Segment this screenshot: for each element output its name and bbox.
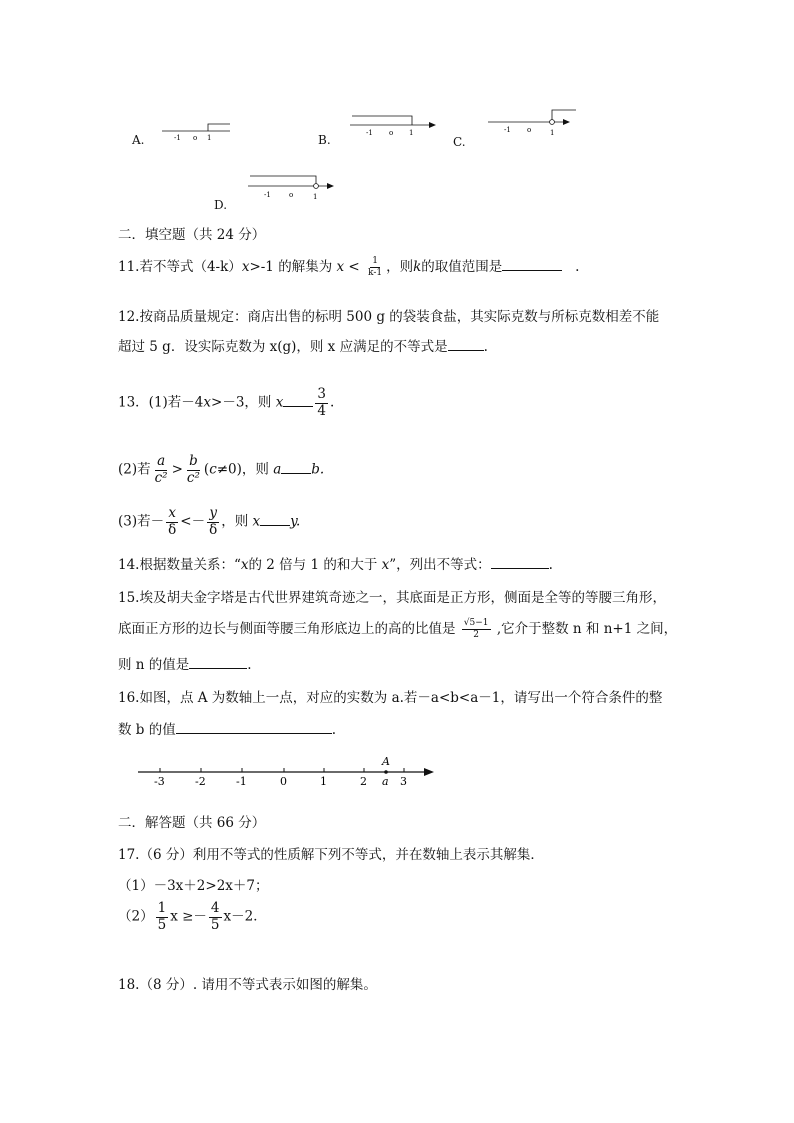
question-13-part-1: 13．(1)若－4x>－3，则 x $\frac{3}{4}$ . [118,386,335,419]
option-c-tick-neg1: -1 [504,126,511,134]
q16-tick-3: 3 [400,775,407,788]
option-d-label: D. [214,198,228,212]
question-12-line-2: 超过 5 g．设实际克数为 x(g)，则 x 应满足的不等式是 . [118,339,488,355]
q13-1-answer-blank[interactable] [283,394,313,407]
option-c-label: C. [453,135,466,149]
question-15-line-3: 则 n 的值是 . [118,657,252,673]
q17-fraction-a: $\frac{1}{5}$ [157,900,167,933]
q16-tick-2: 2 [360,775,367,788]
q16-tick-0: 0 [280,775,287,788]
question-15-line-1: 15.埃及胡夫金字塔是古代世界建筑奇迹之一，其底面是正方形，侧面是全等的等腰三角形， [118,590,666,606]
q16-answer-blank[interactable] [176,721,332,734]
q16-tick-neg1: -1 [236,775,247,788]
question-17-part-1: （1）－3x＋2>2x＋7； [118,878,269,894]
question-13-part-2: (2)若 $\frac{a}{\text{c²}}$ > $\frac{b}{\text{c²}}$ (c≠0)，则 a b. [118,453,325,486]
option-d-tick-1: 1 [313,193,318,201]
option-b-tick-0: o [389,129,394,137]
q13-2-fraction-a: $\frac{a}{\text{c²}}$ [154,453,168,486]
question-18: 18.（8 分）. 请用不等式表示如图的解集。 [118,977,377,993]
option-a-tick-neg1: -1 [174,134,181,142]
option-d-tick-0: o [289,191,294,199]
q16-number-line [136,752,438,790]
q11-answer-blank[interactable] [502,258,562,271]
q17-fraction-b: $\frac{4}{5}$ [210,900,220,933]
question-17-title: 17.（6 分）利用不等式的性质解下列不等式，并在数轴上表示其解集． [118,847,544,863]
q13-3-fraction-b: $\frac{y}{\delta}$ [209,505,218,538]
q16-tick-neg2: -2 [195,775,206,788]
option-a-number-line [160,120,240,144]
q13-3-answer-blank[interactable] [260,513,290,526]
q13-1-fraction: $\frac{3}{4}$ [317,386,326,419]
option-d-number-line [246,172,338,202]
option-d-tick-neg1: -1 [264,191,271,199]
question-11: 11.若不等式（4-k）x>-1 的解集为 x < $\frac{1}{k-1}$ ，则k的取值范围是 . [118,256,580,278]
q15-answer-blank[interactable] [189,656,247,669]
option-a-label: A. [132,133,145,147]
option-b-number-line [348,112,440,138]
section-answer-heading: 二．解答题（共 66 分） [118,815,266,831]
q13-2-fraction-b: $\frac{b}{\text{c²}}$ [186,453,200,486]
question-13-part-3: (3)若－ $\frac{x}{\delta}$ <－ $\frac{y}{\delta}$ ，则 x y. [118,505,301,538]
option-b-label: B. [318,133,331,147]
q11-fraction: $\frac{1}{k-1}$ [368,256,383,278]
question-16-line-2: 数 b 的值 . [118,722,337,738]
option-a-tick-0: o [193,134,198,142]
option-b-tick-1: 1 [409,129,414,137]
q16-point-var: a [382,775,389,788]
option-a-tick-1: 1 [207,134,212,142]
q15-fraction: $\frac{√5-1}{2}$ [463,618,489,640]
q14-answer-blank[interactable] [491,556,549,569]
question-12-line-1: 12.按商品质量规定：商店出售的标明 500 g 的袋装食盐，其实际克数与所标克数相差不能 [118,309,660,325]
option-c-tick-0: o [527,126,532,134]
section-fill-blank-heading: 二．填空题（共 24 分） [118,227,266,243]
q16-tick-1: 1 [320,775,327,788]
q13-3-fraction-a: $\frac{x}{\delta}$ [168,505,177,538]
q12-answer-blank[interactable] [448,338,484,351]
option-b-tick-neg1: -1 [366,129,373,137]
q16-point-a [384,770,388,774]
q16-tick-neg3: -3 [154,775,165,788]
question-14: 14.根据数量关系：“x的 2 倍与 1 的和大于 x”，列出不等式： . [118,557,553,573]
option-c-number-line [486,106,578,136]
q16-point-label: A [382,755,390,768]
q13-2-answer-blank[interactable] [281,461,311,474]
option-c-tick-1: 1 [550,129,555,136]
question-17-part-2: （2） $\frac{1}{5}$ x ≥－ $\frac{4}{5}$ x－2． [118,900,267,933]
question-16-line-1: 16.如图，点 A 为数轴上一点，对应的实数为 a.若－a<b<a－1，请写出一个符合条件的整 [118,690,663,706]
question-15-line-2: 底面正方形的边长与侧面等腰三角形底边上的高的比值是 $\frac{√5-1}{2}$ ,它介于整数 n 和 n+1 之间， [118,618,678,640]
